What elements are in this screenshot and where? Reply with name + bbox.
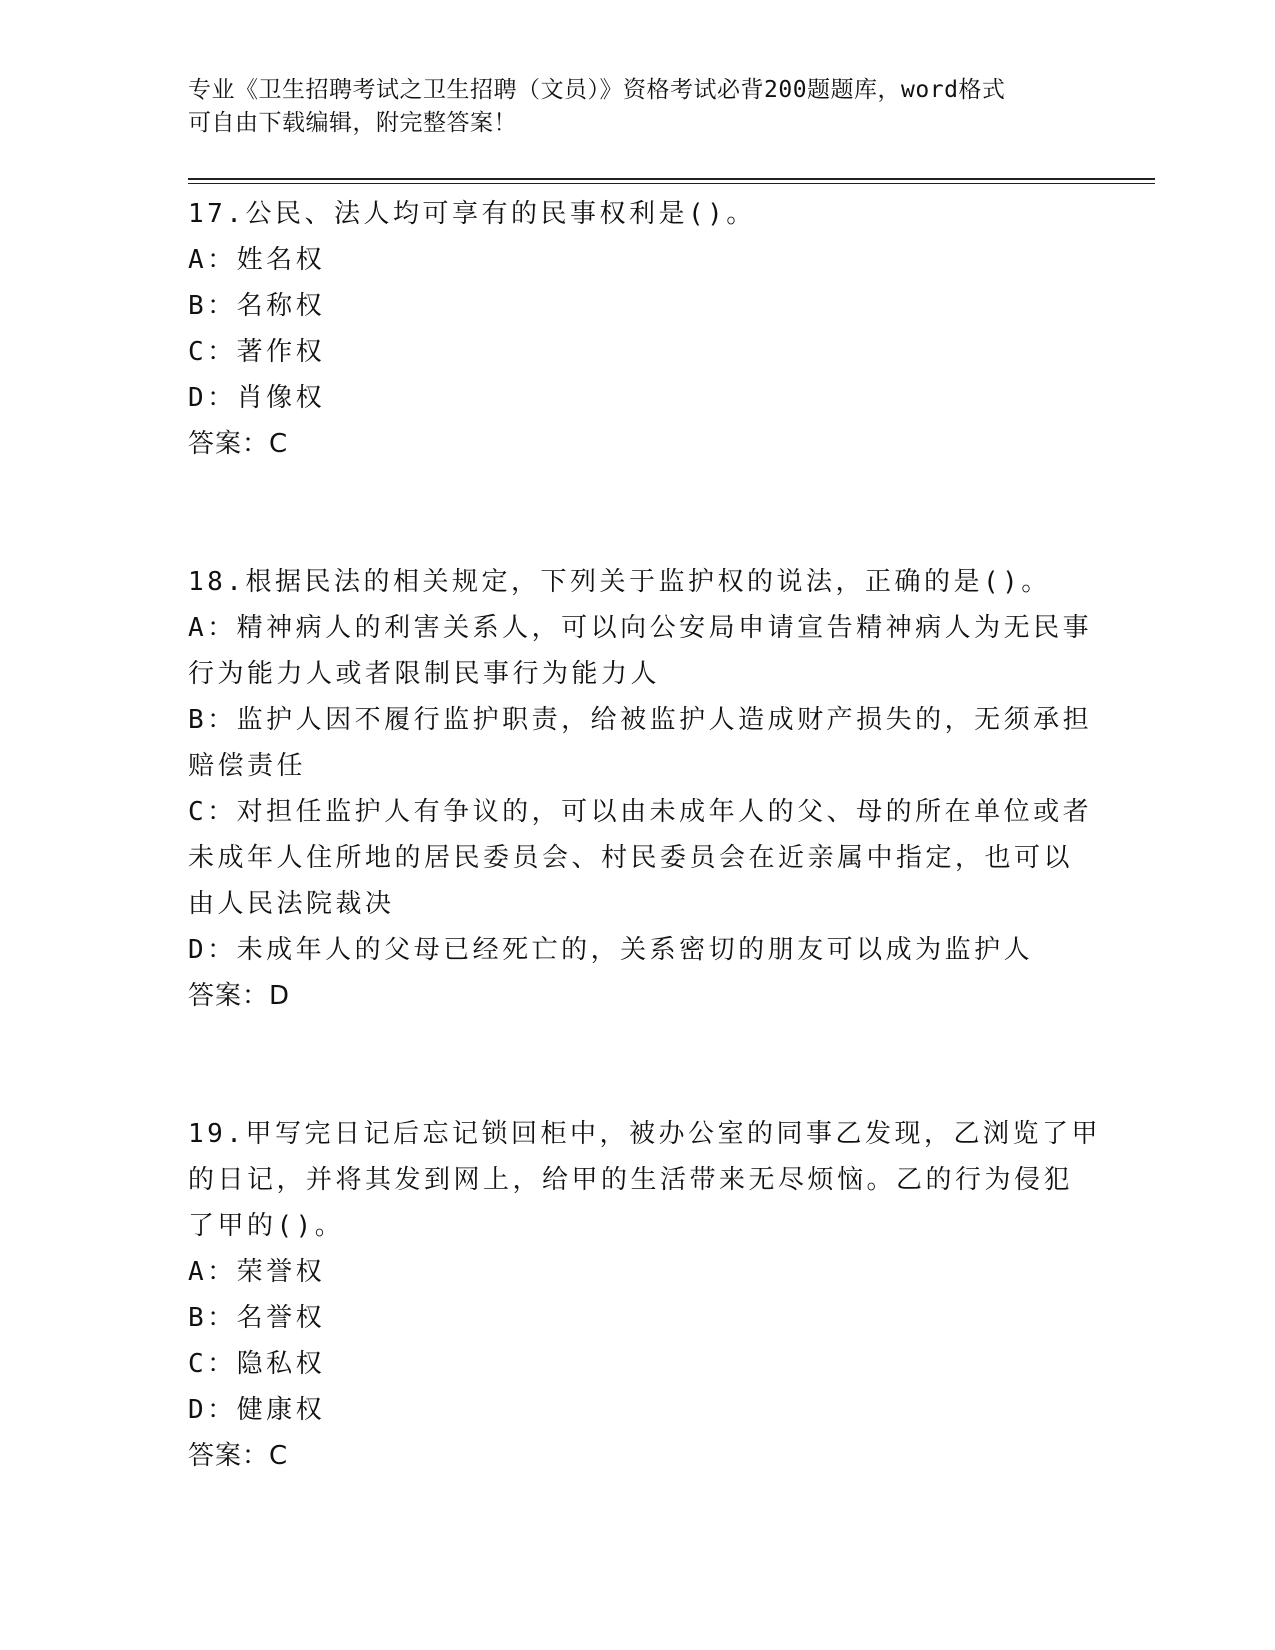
option-b-continued: 赔偿责任	[188, 751, 307, 781]
option-d: D：肖像权	[188, 383, 326, 413]
option-c-continued: 由人民法院裁决	[188, 889, 395, 919]
question-spacer	[188, 467, 1088, 559]
answer-line: 答案：C	[188, 1441, 289, 1471]
question-stem: 19.甲写完日记后忘记锁回柜中，被办公室的同事乙发现，乙浏览了甲	[188, 1119, 1101, 1149]
option-d: D：健康权	[188, 1395, 326, 1425]
option-b: B：名誉权	[188, 1303, 326, 1333]
header-line-1: 专业《卫生招聘考试之卫生招聘（文员）》资格考试必背200题题库，word格式	[188, 77, 1006, 103]
option-a-continued: 行为能力人或者限制民事行为能力人	[188, 659, 661, 689]
question-stem: 17.公民、法人均可享有的民事权利是()。	[188, 199, 756, 229]
header-divider-thick	[188, 178, 1155, 180]
option-a: A：荣誉权	[188, 1257, 326, 1287]
option-d: D：未成年人的父母已经死亡的，关系密切的朋友可以成为监护人	[188, 935, 1034, 965]
header-line-2: 可自由下载编辑，附完整答案！	[188, 110, 517, 136]
header-divider-thin	[188, 183, 1155, 184]
question-stem-continued: 了甲的()。	[188, 1211, 345, 1241]
question-block-17	[188, 191, 1088, 467]
question-stem: 18.根据民法的相关规定，下列关于监护权的说法，正确的是()。	[188, 567, 1051, 597]
question-list	[188, 191, 1101, 1479]
option-a: A：姓名权	[188, 245, 326, 275]
answer-line: 答案：C	[188, 429, 289, 459]
answer-line: 答案：D	[188, 981, 291, 1011]
question-block-19	[188, 1111, 1101, 1479]
question-stem-continued: 的日记，并将其发到网上，给甲的生活带来无尽烦恼。乙的行为侵犯	[188, 1165, 1074, 1195]
option-b: B：监护人因不履行监护职责，给被监护人造成财产损失的，无须承担	[188, 705, 1093, 735]
question-block-18	[188, 559, 1093, 1019]
option-c: C：著作权	[188, 337, 326, 367]
question-spacer	[188, 1019, 1088, 1111]
option-a: A：精神病人的利害关系人，可以向公安局申请宣告精神病人为无民事	[188, 613, 1093, 643]
document-header	[188, 74, 1068, 140]
option-c: C：对担任监护人有争议的，可以由未成年人的父、母的所在单位或者	[188, 797, 1093, 827]
option-c-continued: 未成年人住所地的居民委员会、村民委员会在近亲属中指定，也可以	[188, 843, 1074, 873]
option-b: B：名称权	[188, 291, 326, 321]
option-c: C：隐私权	[188, 1349, 326, 1379]
